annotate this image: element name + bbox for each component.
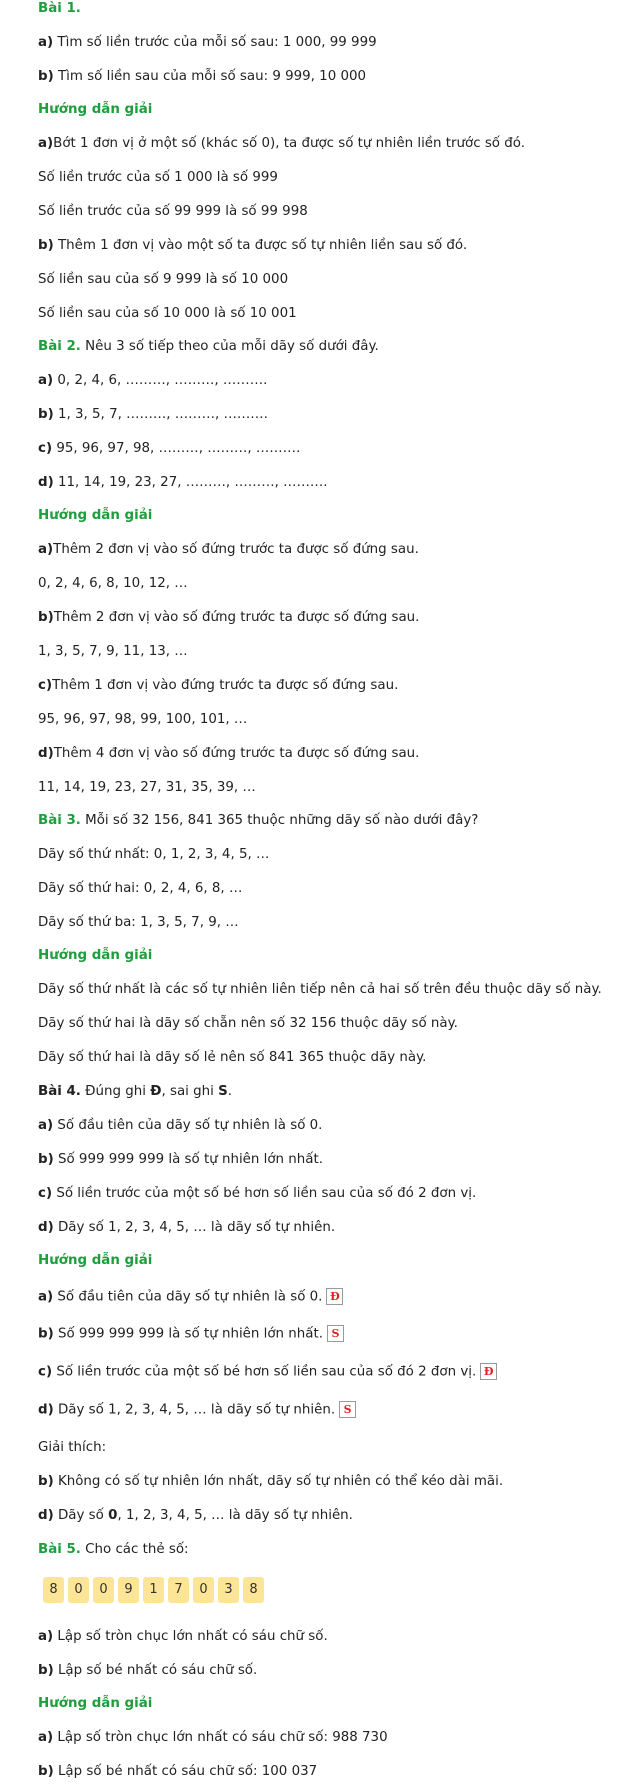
number-card: 0	[193, 1577, 214, 1603]
text-line	[38, 880, 242, 898]
section-heading: Hướng dẫn giải	[38, 1696, 153, 1711]
text-run: Dãy số thứ hai là dãy số chẵn nên số 32 156 thuộc dãy số này.	[38, 1016, 458, 1031]
text-line	[38, 812, 478, 830]
section-heading: Hướng dẫn giải	[38, 948, 153, 963]
text-run: Thêm 4 đơn vị vào số đứng trước ta được số đứng sau.	[53, 746, 420, 761]
text-run: Dãy số 1, 2, 3, 4, 5, … là dãy số tự nhiên.	[53, 1402, 336, 1418]
text-run: Số liền trước của một số bé hơn số liền sau của số đó 2 đơn vị.	[52, 1186, 477, 1201]
section-heading: Bài 3.	[38, 813, 81, 828]
text-line	[38, 440, 300, 458]
bold-label: b)	[38, 1764, 54, 1779]
text-run: Thêm 1 đơn vị vào một số ta được số tự nhiên liền sau số đó.	[53, 238, 468, 253]
section-heading: Bài 1.	[38, 1, 81, 16]
text-line	[38, 474, 328, 492]
text-line	[38, 1083, 232, 1101]
text-line	[38, 101, 152, 119]
text-run: Số 999 999 999 là số tự nhiên lớn nhất.	[53, 1152, 323, 1167]
bold-label: d)	[38, 1220, 54, 1235]
text-run: 0, 2, 4, 6, 8, 10, 12, …	[38, 576, 188, 591]
text-run: Dãy số thứ nhất: 0, 1, 2, 3, 4, 5, …	[38, 847, 270, 862]
text-run: 1, 3, 5, 7, ………, ………, ……….	[53, 407, 268, 422]
text-run: 11, 14, 19, 23, 27, ………, ………, ……….	[53, 475, 328, 490]
text-line	[38, 507, 152, 525]
text-run: .	[227, 1084, 233, 1099]
text-run: Số đầu tiên của dãy số tự nhiên là số 0.	[53, 1289, 323, 1305]
bold-label: b)	[38, 407, 54, 422]
text-run: 1, 3, 5, 7, 9, 11, 13, …	[38, 644, 188, 659]
bold-label: c)	[38, 441, 53, 456]
section-heading: Bài 5.	[38, 1542, 81, 1557]
bold-label: 0	[108, 1508, 118, 1523]
text-run: Dãy số	[53, 1508, 109, 1523]
text-line	[38, 1049, 426, 1067]
bold-label: d)	[38, 746, 54, 761]
text-line	[38, 914, 239, 932]
text-run: Số liền trước của số 1 000 là số 999	[38, 170, 278, 185]
text-line	[38, 643, 188, 661]
bold-label: c)	[38, 1364, 53, 1380]
number-card: 3	[218, 1577, 239, 1603]
text-line	[38, 609, 419, 627]
text-line	[38, 1401, 356, 1420]
text-run: Dãy số thứ ba: 1, 3, 5, 7, 9, …	[38, 915, 239, 930]
bold-label: b)	[38, 610, 54, 625]
bold-label: S	[218, 1084, 228, 1099]
number-card: 7	[168, 1577, 189, 1603]
text-run: Lập số tròn chục lớn nhất có sáu chữ số.	[53, 1629, 328, 1644]
text-run: Nêu 3 số tiếp theo của mỗi dãy số dưới đây.	[80, 339, 379, 354]
number-card: 0	[93, 1577, 114, 1603]
text-run: Tìm số liền trước của mỗi số sau: 1 000, 99 999	[53, 35, 377, 50]
text-line	[38, 34, 377, 52]
text-line	[38, 135, 525, 153]
text-line	[38, 1628, 328, 1646]
answer-mark-box: S	[327, 1325, 344, 1342]
text-line	[38, 1151, 323, 1169]
text-run: Số liền sau của số 9 999 là số 10 000	[38, 272, 289, 287]
text-line	[38, 1763, 317, 1781]
text-line	[38, 1662, 257, 1680]
number-card: 8	[243, 1577, 264, 1603]
text-line	[38, 1325, 344, 1344]
text-run: Tìm số liền sau của mỗi số sau: 9 999, 10 000	[53, 69, 367, 84]
answer-mark-box: S	[339, 1401, 356, 1418]
text-run: Bớt 1 đơn vị ở một số (khác số 0), ta được số tự nhiên liền trước số đó.	[53, 136, 525, 151]
text-line	[38, 779, 256, 797]
text-line	[38, 711, 247, 729]
text-line	[38, 305, 297, 323]
text-run: Lập số bé nhất có sáu chữ số.	[53, 1663, 258, 1678]
bold-label: c)	[38, 1186, 53, 1201]
text-run: Dãy số thứ hai: 0, 2, 4, 6, 8, …	[38, 881, 243, 896]
text-line	[38, 1507, 353, 1525]
number-card: 0	[68, 1577, 89, 1603]
text-run: Dãy số thứ nhất là các số tự nhiên liên tiếp nên cả hai số trên đều thuộc dãy số này.	[38, 982, 602, 997]
bold-label: a)	[38, 1289, 54, 1305]
number-card: 9	[118, 1577, 139, 1603]
text-run: 95, 96, 97, 98, 99, 100, 101, …	[38, 712, 248, 727]
text-line	[38, 1015, 458, 1033]
text-run: Thêm 2 đơn vị vào số đứng trước ta được số đứng sau.	[53, 610, 420, 625]
bold-label: d)	[38, 1402, 54, 1418]
text-run: Thêm 1 đơn vị vào đứng trước ta được số đứng sau.	[52, 678, 399, 693]
bold-label: Bài 4.	[38, 1084, 81, 1099]
text-line	[38, 541, 419, 559]
section-heading: Bài 2.	[38, 339, 81, 354]
text-run: , sai ghi	[161, 1084, 219, 1099]
text-line	[38, 406, 268, 424]
text-run: Mỗi số 32 156, 841 365 thuộc những dãy số nào dưới đây?	[80, 813, 479, 828]
bold-label: a)	[38, 1118, 54, 1133]
text-line	[38, 237, 467, 255]
bold-label: a)	[38, 35, 54, 50]
bold-label: d)	[38, 1508, 54, 1523]
text-run: Số liền trước của một số bé hơn số liền sau của số đó 2 đơn vị.	[52, 1364, 477, 1380]
text-line	[38, 68, 366, 86]
text-line	[38, 1117, 322, 1135]
text-line	[38, 1185, 476, 1203]
text-run: Đúng ghi	[80, 1084, 151, 1099]
text-line	[38, 1363, 497, 1382]
text-line	[38, 1473, 503, 1491]
text-line	[38, 1439, 106, 1457]
text-line	[38, 1729, 388, 1747]
bold-label: b)	[38, 1663, 54, 1678]
bold-label: b)	[38, 238, 54, 253]
bold-label: a)	[38, 542, 54, 557]
text-line	[38, 203, 308, 221]
text-line	[38, 575, 188, 593]
text-line	[38, 1219, 335, 1237]
bold-label: b)	[38, 1474, 54, 1489]
section-heading: Hướng dẫn giải	[38, 508, 153, 523]
text-run: , 1, 2, 3, 4, 5, … là dãy số tự nhiên.	[117, 1508, 353, 1523]
text-run: Thêm 2 đơn vị vào số đứng trước ta được số đứng sau.	[53, 542, 419, 557]
bold-label: b)	[38, 69, 54, 84]
text-run: Dãy số thứ hai là dãy số lẻ nên số 841 365 thuộc dãy này.	[38, 1050, 427, 1065]
text-run: Số liền sau của số 10 000 là số 10 001	[38, 306, 297, 321]
text-run: Giải thích:	[38, 1440, 107, 1455]
bold-label: d)	[38, 475, 54, 490]
text-line	[38, 981, 602, 999]
text-line	[38, 271, 288, 289]
text-line	[38, 1695, 152, 1713]
text-run: Lập số tròn chục lớn nhất có sáu chữ số: 988 730	[53, 1730, 388, 1745]
text-run: 0, 2, 4, 6, ………, ………, ……….	[53, 373, 268, 388]
section-heading: Hướng dẫn giải	[38, 1253, 153, 1268]
text-line	[38, 0, 81, 18]
bold-label: a)	[38, 136, 54, 151]
number-card: 8	[43, 1577, 64, 1603]
text-line	[38, 745, 419, 763]
bold-label: a)	[38, 1730, 54, 1745]
text-line	[38, 677, 398, 695]
text-line	[38, 1252, 152, 1270]
text-line	[38, 1288, 343, 1307]
text-line	[38, 1541, 189, 1559]
text-line	[38, 846, 269, 864]
bold-label: a)	[38, 1629, 54, 1644]
text-run: 11, 14, 19, 23, 27, 31, 35, 39, …	[38, 780, 256, 795]
text-run: Số 999 999 999 là số tự nhiên lớn nhất.	[53, 1326, 323, 1342]
section-heading: Hướng dẫn giải	[38, 102, 153, 117]
bold-label: c)	[38, 678, 53, 693]
number-card: 1	[143, 1577, 164, 1603]
answer-mark-box: Đ	[326, 1288, 343, 1305]
text-line	[38, 372, 267, 390]
text-run: Số đầu tiên của dãy số tự nhiên là số 0.	[53, 1118, 323, 1133]
bold-label: b)	[38, 1326, 54, 1342]
text-line	[38, 338, 379, 356]
text-run: Cho các thẻ số:	[80, 1542, 189, 1557]
text-run: Lập số bé nhất có sáu chữ số: 100 037	[53, 1764, 318, 1779]
text-run: Số liền trước của số 99 999 là số 99 998	[38, 204, 308, 219]
bold-label: a)	[38, 373, 54, 388]
text-run: 95, 96, 97, 98, ………, ………, ……….	[52, 441, 301, 456]
answer-mark-box: Đ	[480, 1363, 497, 1380]
text-run: Không có số tự nhiên lớn nhất, dãy số tự nhiên có thể kéo dài mãi.	[53, 1474, 504, 1489]
text-run: Dãy số 1, 2, 3, 4, 5, … là dãy số tự nhiên.	[53, 1220, 336, 1235]
text-line	[38, 947, 152, 965]
bold-label: Đ	[150, 1084, 162, 1099]
text-line	[38, 169, 278, 187]
bold-label: b)	[38, 1152, 54, 1167]
